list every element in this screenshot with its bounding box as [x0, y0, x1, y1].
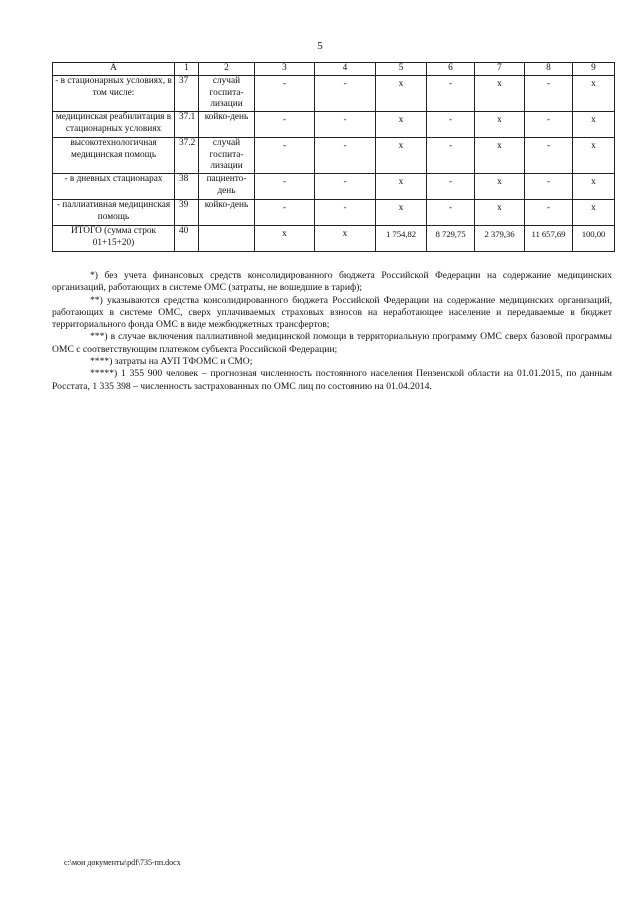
table-row-total [53, 226, 615, 252]
header-cell: 9 [573, 63, 615, 76]
row-number-cell: 40 [175, 226, 199, 252]
table-row [53, 174, 615, 200]
value-cell: - [525, 76, 573, 112]
value-cell: - [255, 200, 315, 226]
value-cell: х [573, 138, 615, 174]
header-cell: 5 [376, 63, 427, 76]
row-label-cell: высокотехнологичная медицинская помощь [53, 138, 175, 174]
value-cell: х [573, 112, 615, 138]
footnotes [52, 270, 612, 393]
value-cell: - [427, 76, 475, 112]
table-row [53, 112, 615, 138]
header-cell: 6 [427, 63, 475, 76]
header-cell: 3 [255, 63, 315, 76]
value-cell: - [525, 174, 573, 200]
unit-cell: койко-день [199, 200, 255, 226]
header-cell: А [53, 63, 175, 76]
header-cell: 8 [525, 63, 573, 76]
footnote: ***) в случае включения паллиативной медицинской помощи в территориальную программу ОМС сверх базовой программы ОМС с соответствующим платежом субъекта Российской Федерации; [52, 331, 612, 355]
value-cell: х [573, 174, 615, 200]
table-row [53, 76, 615, 112]
table-row [53, 200, 615, 226]
unit-cell: пациенто-день [199, 174, 255, 200]
footnote: *****) 1 355 900 человек – прогнозная численность постоянного населения Пензенской области на 01.01.2015, по данным Росстата, 1 335 398 – численность застрахованных по ОМС лиц по состоянию на 01.04.2014. [52, 368, 612, 392]
value-cell: - [315, 174, 376, 200]
value-cell: х [376, 138, 427, 174]
value-cell: х [376, 112, 427, 138]
footnote: ****) затраты на АУП ТФОМС и СМО; [90, 356, 253, 368]
footnote: **) указываются средства консолидированного бюджета Российской Федерации на содержание медицинских организаций, работающих в системе ОМС, сверх уплачиваемых страховых взносов на неработающее население и передаваемые в бюджет территориального фонда ОМС в виде межбюджетных трансфертов; [52, 294, 612, 331]
value-cell: - [427, 112, 475, 138]
value-cell: - [525, 112, 573, 138]
value-cell: х [573, 200, 615, 226]
value-cell: х [475, 112, 525, 138]
value-cell: х [255, 226, 315, 252]
value-cell: х [376, 76, 427, 112]
value-cell: - [315, 112, 376, 138]
value-cell: - [427, 200, 475, 226]
footnote: *) без учета финансовых средств консолидированного бюджета Российской Федерации на содержание медицинских организаций, работающих в системе ОМС (затраты, не вошедшие в тариф); [52, 270, 612, 294]
value-cell: х [475, 174, 525, 200]
unit-cell [199, 226, 255, 252]
value-cell: 1 754,82 [376, 226, 427, 252]
file-path-footer: c:\мои документы\pdf\735-пп.docx [64, 858, 181, 867]
page-number: 5 [317, 40, 323, 52]
table-header-row [53, 63, 615, 76]
row-number-cell: 38 [175, 174, 199, 200]
value-cell: - [255, 138, 315, 174]
value-cell: 11 657,69 [525, 226, 573, 252]
data-table [52, 62, 615, 252]
value-cell: х [475, 76, 525, 112]
row-number-cell: 37.1 [175, 112, 199, 138]
value-cell: х [376, 200, 427, 226]
value-cell: - [255, 174, 315, 200]
row-number-cell: 39 [175, 200, 199, 226]
row-number-cell: 37.2 [175, 138, 199, 174]
header-cell: 7 [475, 63, 525, 76]
value-cell: - [427, 138, 475, 174]
header-cell: 2 [199, 63, 255, 76]
unit-cell: случай госпита-лизации [199, 76, 255, 112]
value-cell: - [525, 138, 573, 174]
value-cell: - [315, 76, 376, 112]
unit-cell: койко-день [199, 112, 255, 138]
value-cell: х [475, 200, 525, 226]
row-label-cell: - в дневных стационарах [53, 174, 175, 200]
value-cell: х [315, 226, 376, 252]
row-label-cell: медицинская реабилитация в стационарных условиях [53, 112, 175, 138]
value-cell: - [427, 174, 475, 200]
value-cell: х [573, 76, 615, 112]
value-cell: - [525, 200, 573, 226]
row-label-cell: - в стационарных условиях, в том числе: [53, 76, 175, 112]
value-cell: - [255, 112, 315, 138]
value-cell: х [475, 138, 525, 174]
row-label-cell: - паллиативная медицинская помощь [53, 200, 175, 226]
value-cell: х [376, 174, 427, 200]
unit-cell: случай госпита-лизации [199, 138, 255, 174]
value-cell: - [315, 138, 376, 174]
header-cell: 4 [315, 63, 376, 76]
value-cell: - [315, 200, 376, 226]
value-cell: 100,00 [573, 226, 615, 252]
header-cell: 1 [175, 63, 199, 76]
value-cell: 8 729,75 [427, 226, 475, 252]
value-cell: 2 379,36 [475, 226, 525, 252]
row-number-cell: 37 [175, 76, 199, 112]
value-cell: - [255, 76, 315, 112]
row-label-cell: ИТОГО (сумма строк 01+15+20) [53, 226, 175, 252]
table-row [53, 138, 615, 174]
